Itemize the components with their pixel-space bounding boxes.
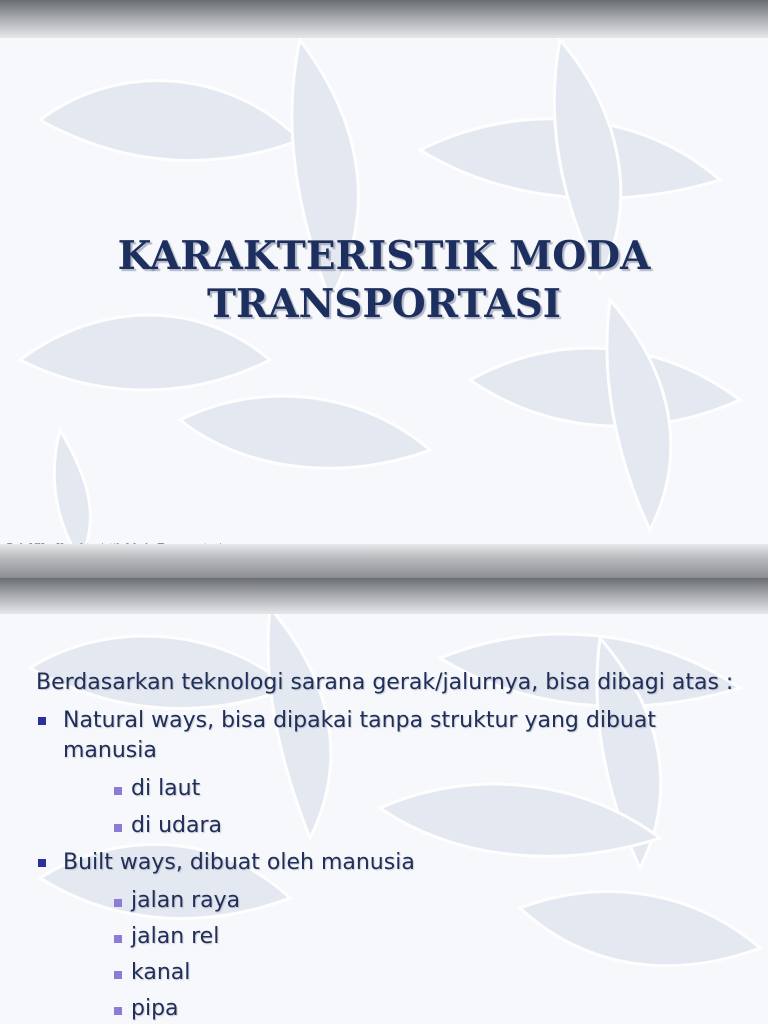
bullet-square-icon — [38, 717, 46, 725]
intro-text: Berdasarkan teknologi sarana gerak/jalurnya, bisa dibagi atas : — [36, 670, 734, 695]
sub-item-label: kanal — [131, 960, 191, 985]
sub-bullet-square-icon — [114, 971, 122, 979]
sub-bullet-square-icon — [114, 787, 122, 795]
sub-item-label: di laut — [131, 776, 201, 801]
content-slide — [0, 578, 768, 1024]
title-line-1: KARAKTERISTIK MODA — [117, 233, 651, 279]
sub-item-label: jalan raya — [131, 888, 241, 913]
bullet-label: Built ways, dibuat oleh manusia — [63, 850, 415, 875]
bullet-label: Natural ways, bisa dipakai tanpa struktur yang dibuat manusia — [63, 708, 656, 763]
top-band — [0, 0, 768, 38]
sub-item-label: di udara — [131, 813, 222, 838]
top-band — [0, 578, 768, 614]
sub-bullet-square-icon — [114, 824, 122, 832]
sub-bullet-square-icon — [114, 899, 122, 907]
sub-item-label: pipa — [131, 996, 179, 1021]
sub-bullet-square-icon — [114, 1007, 122, 1015]
sub-bullet-square-icon — [114, 935, 122, 943]
sub-item-label: jalan rel — [131, 924, 220, 949]
slide-title — [0, 232, 768, 328]
bottom-band — [0, 544, 768, 578]
leaf-background — [0, 578, 768, 1024]
bullet-square-icon — [38, 859, 46, 867]
title-line-2: TRANSPORTASI — [206, 281, 562, 327]
